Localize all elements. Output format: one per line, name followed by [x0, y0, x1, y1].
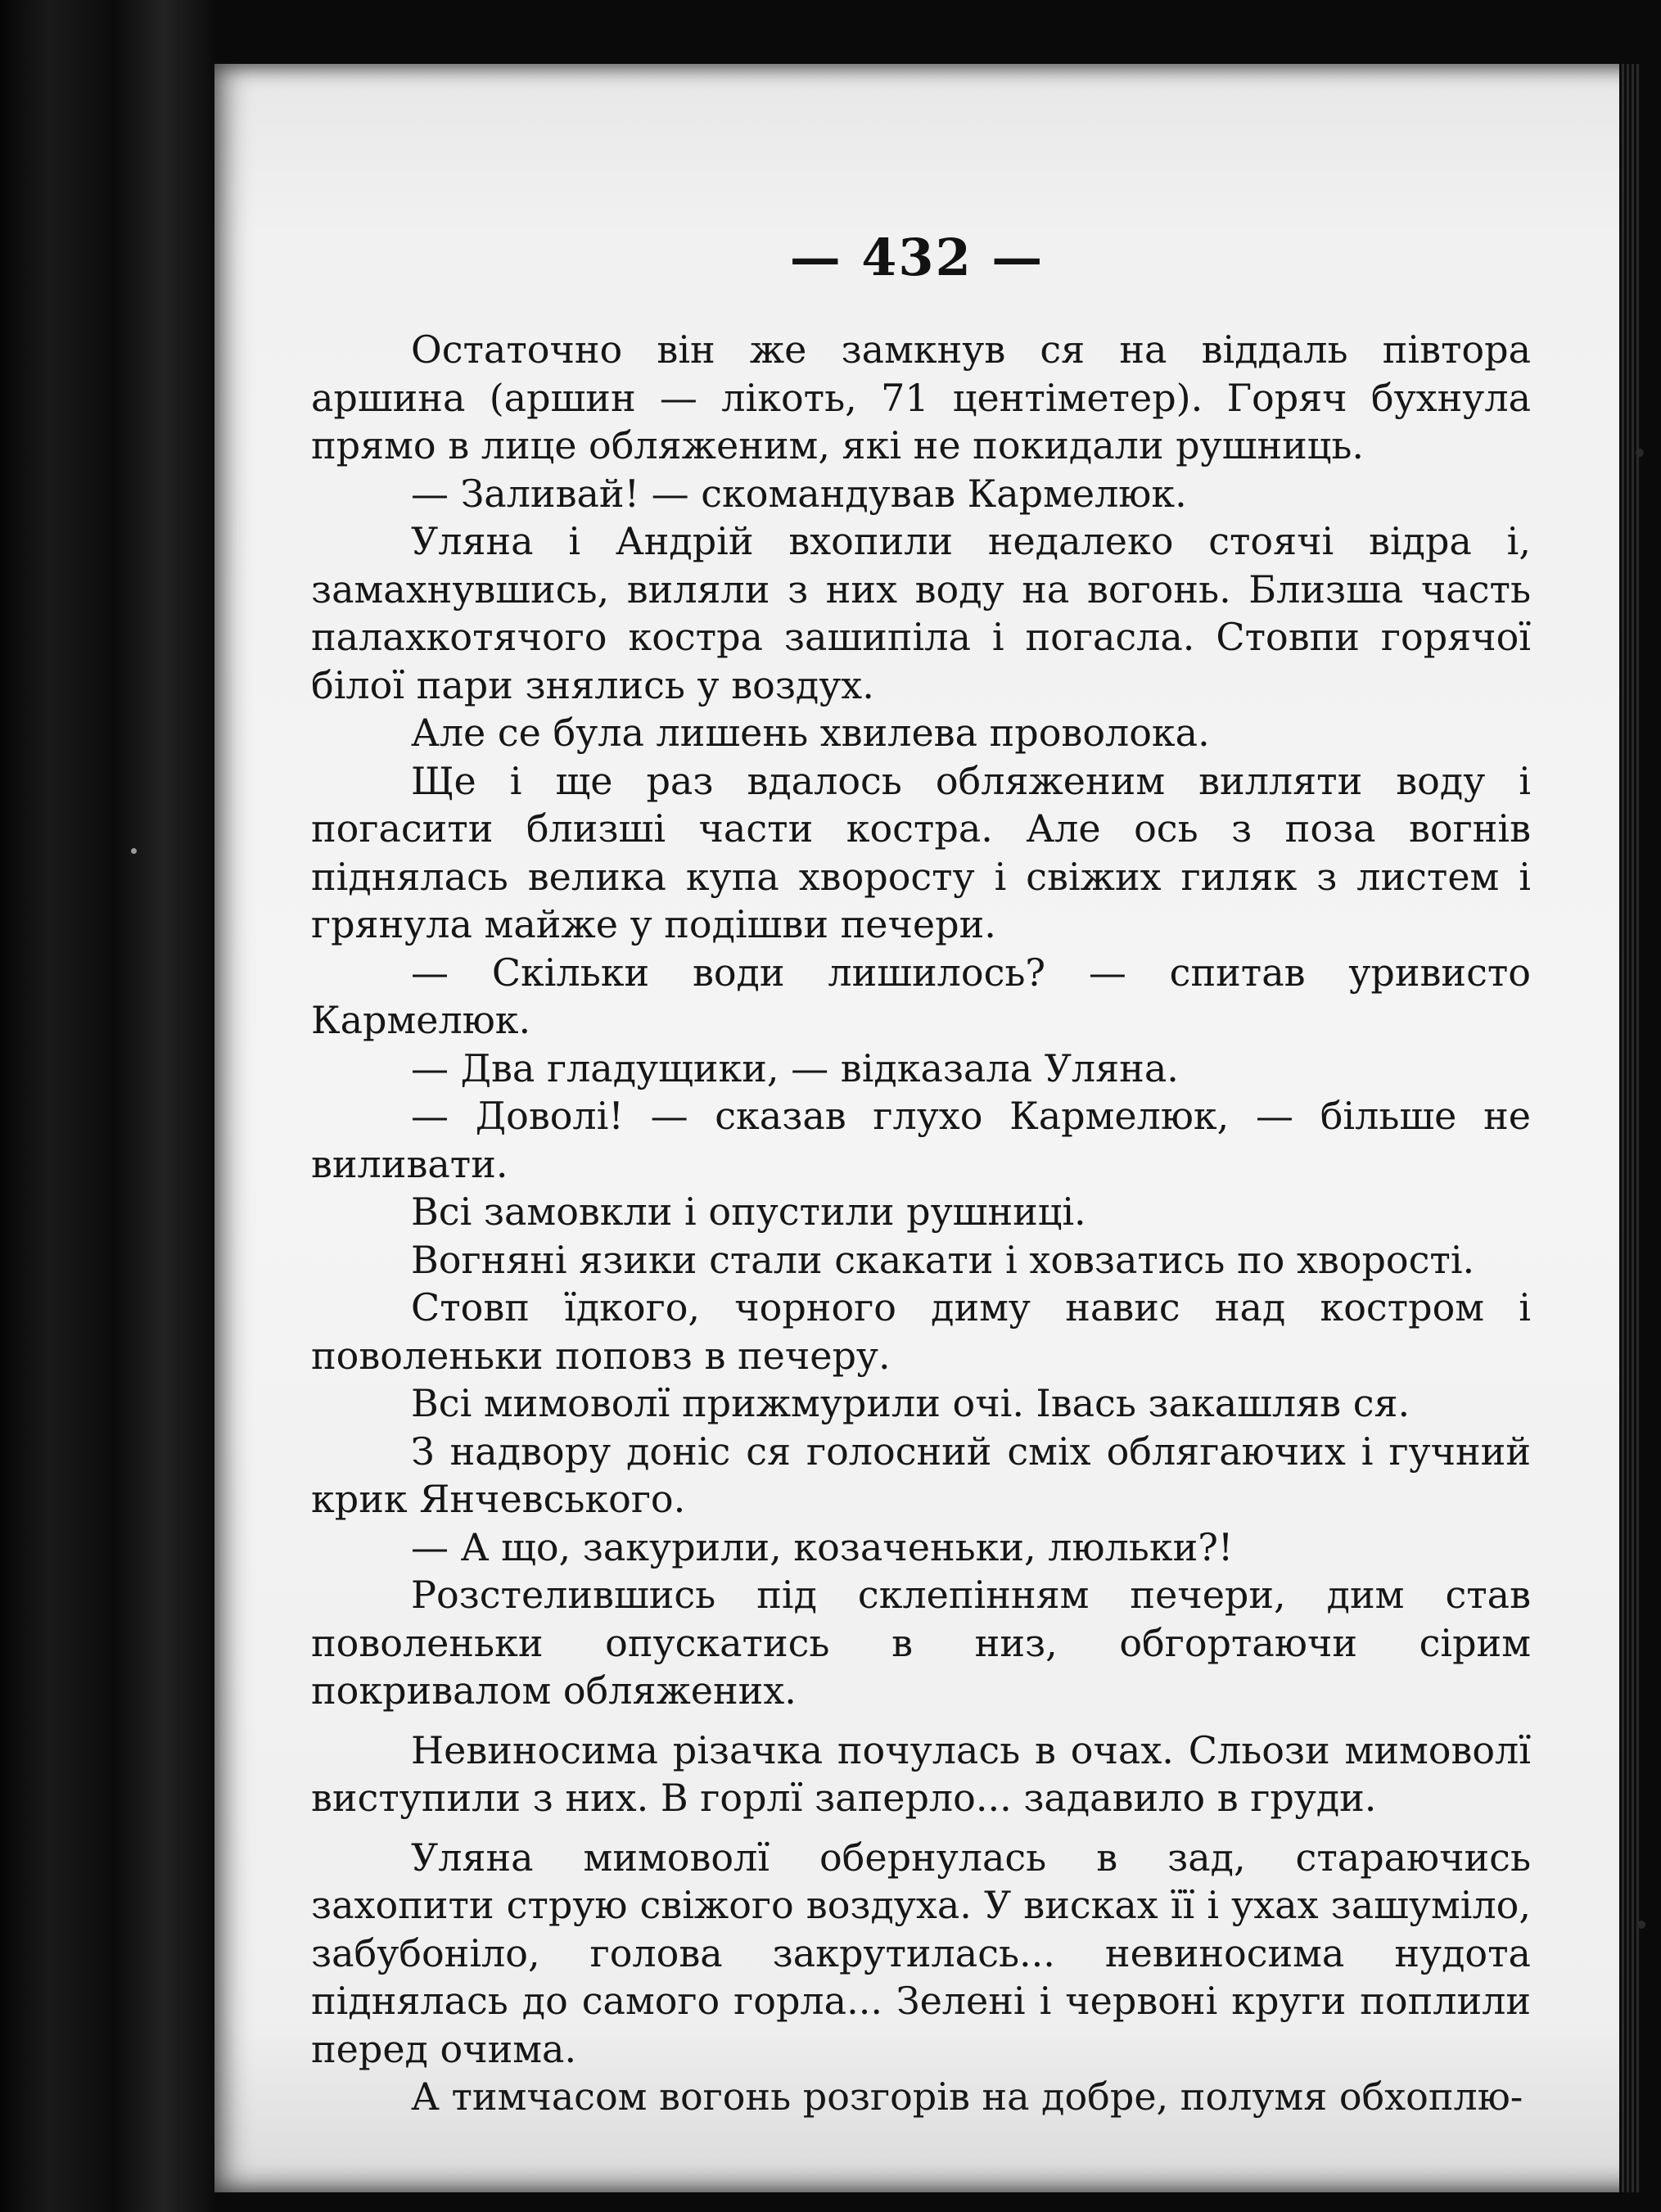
paragraph: А тимчасом вогонь розгорів на добре, полумя обхоплю-: [411, 2074, 1523, 2119]
body-text: [311, 326, 1531, 2121]
paragraph: Вогняні язики стали скакати і ховзатись по хворості.: [411, 1237, 1475, 1282]
paragraph: Стовп їдкого, чорного диму навис над костром і поволеньки поповз в печеру.: [311, 1285, 1531, 1378]
paragraph: З надвору доніс ся голосний сміх облягаючих і гучний крик Янчевського.: [311, 1429, 1531, 1521]
page-edge-shadow: [1619, 64, 1641, 2192]
paragraph: Уляна і Андрій вхопили недалеко стоячі відра і, замахнувшись, виляли з них воду на вогонь. Близша часть палахкотячого костра зашипіла і погасла. Стовпи горячої білої пари знялись у воздух.: [311, 519, 1531, 707]
book-page: [214, 64, 1641, 2192]
scan-speck: [1636, 449, 1644, 457]
paragraph: Остаточно він же замкнув ся на віддаль півтора аршина (аршин — лікоть, 71 центіметер). Горяч бухнула прямо в лице обляженим, які не покидали рушниць.: [311, 327, 1531, 467]
paragraph: Всі мимоволї прижмурили очі. Івась закашляв ся.: [411, 1381, 1410, 1425]
paragraph: Всі замовкли і опустили рушниці.: [411, 1190, 1086, 1234]
paragraph: — Заливай! — скомандував Кармелюк.: [411, 471, 1187, 516]
page-number: — 432 —: [789, 228, 1045, 287]
paragraph: Але се була лишень хвилева проволока.: [411, 711, 1210, 755]
paragraph: — А що, закурили, козаченьки, люльки?!: [411, 1524, 1234, 1569]
scan-speck: [1637, 1921, 1645, 1929]
paragraph: Ще і ще раз вдалось обляженим вилляти воду і погасити близші части костра. Але ось з поза вогнів піднялась велика купа хворосту і свіжих гиляк з листем і грянула майже у подішви печери.: [311, 758, 1531, 946]
paragraph: Розстелившись під склепінням печери, дим став поволеньки опускатись в низ, обгортаючи сірим покривалом обляжених.: [311, 1573, 1531, 1713]
paragraph: Уляна мимоволї обернулась в зад, стараючись захопити струю свіжого воздуха. У висках її і ухах зашуміло, забубоніло, голова закрутилась... невиносима нудота піднялась до самого горла... Зелені і червоні круги поплили перед очима.: [311, 1835, 1531, 2071]
paragraph: Невиносима різачка почулась в очах. Сльози мимоволї виступили з них. В горлї заперло... задавило в груди.: [311, 1727, 1531, 1820]
paragraph: — Два гладущики, — відказала Уляна.: [411, 1045, 1179, 1090]
scan-speck: [131, 848, 137, 854]
paragraph: — Скільки води лишилось? — спитав уривисто Кармелюк.: [311, 950, 1531, 1042]
paragraph: — Доволі! — сказав глухо Кармелюк, — більше не виливати.: [311, 1094, 1531, 1186]
